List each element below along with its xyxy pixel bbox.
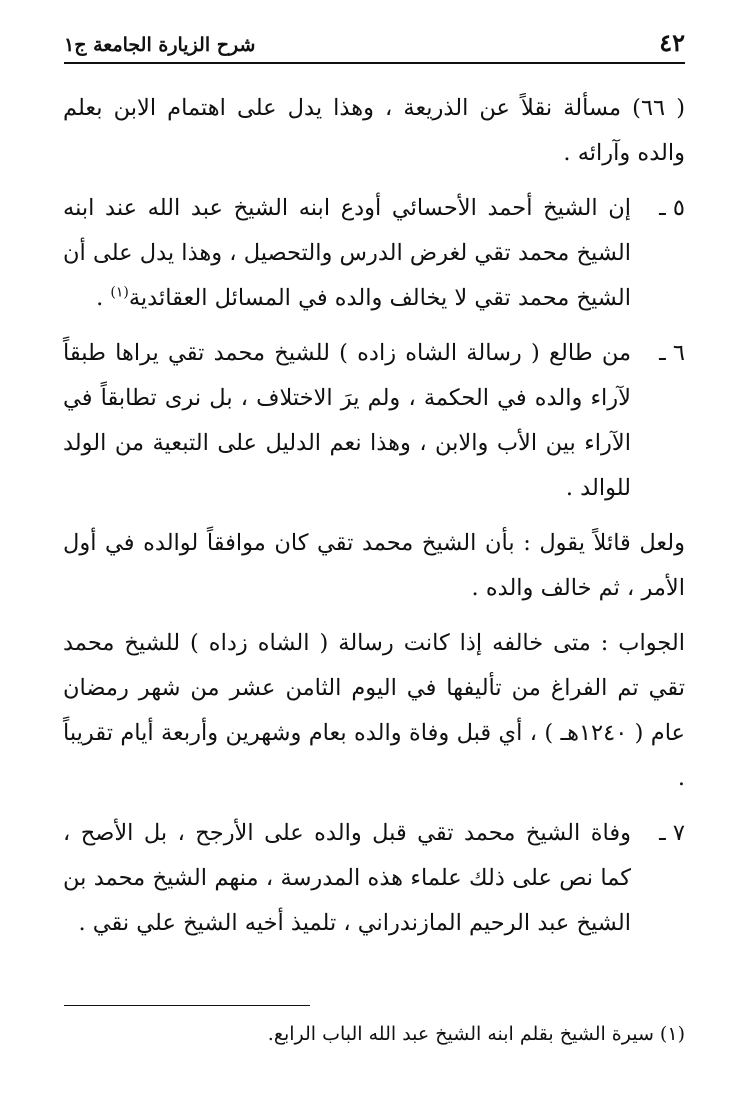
running-title: شرح الزيارة الجامعة ج١	[64, 34, 256, 56]
intro-paragraph: ( ٦٦) مسألة نقلاً عن الذريعة ، وهذا يدل على اهتمام الابن بعلم والده وآرائه .	[63, 95, 685, 166]
item-text-end: .	[96, 285, 111, 311]
footnote-reference[interactable]: (١)	[110, 284, 129, 301]
item-number: ٧ ـ	[659, 820, 685, 846]
item-text: وفاة الشيخ محمد تقي قبل والده على الأرجح ، بل الأصح ، كما نص على ذلك علماء هذه المدرسة ، منهم الشيخ محمد بن الشيخ عبد الرحيم المازندراني ، تلميذ أخيه الشيخ علي نقي .	[63, 820, 631, 936]
list-item-7	[63, 811, 685, 946]
item-text	[63, 186, 631, 321]
item-number: ٥ ـ	[659, 195, 685, 221]
page-number: ٤٢	[659, 28, 685, 57]
list-item-5	[63, 186, 685, 321]
item-text: من طالع ( رسالة الشاه زاده ) للشيخ محمد تقي يراها طبقاً لآراء والده في الحكمة ، ولم يرَ الاختلاف ، بل نرى تطابقاً في الآراء بين الأب والابن ، وهذا نعم الدليل على التبعية من الولد للوالد .	[63, 340, 631, 501]
list-item-6	[63, 331, 685, 511]
footnote-divider	[64, 1005, 310, 1006]
item-number: ٦ ـ	[659, 340, 685, 366]
page-body	[63, 86, 685, 956]
objection-paragraph: ولعل قائلاً يقول : بأن الشيخ محمد تقي كان موافقاً لوالده في أول الأمر ، ثم خالف والده .	[63, 530, 685, 601]
page-header	[64, 22, 685, 64]
item-text-body: إن الشيخ أحمد الأحسائي أودع ابنه الشيخ عبد الله عند ابنه الشيخ محمد تقي لغرض الدرس والتحصيل ، وهذا يدل على أن الشيخ محمد تقي لا يخالف والده في المسائل العقائدية	[63, 195, 631, 311]
footnote: (١) سيرة الشيخ بقلم ابنه الشيخ عبد الله الباب الرابع.	[267, 1023, 685, 1045]
answer-paragraph: الجواب : متى خالفه إذا كانت رسالة ( الشاه زداه ) للشيخ محمد تقي تم الفراغ من تأليفها في اليوم الثامن عشر من شهر رمضان عام ( ١٢٤٠هـ ) ، أي قبل وفاة والده بعام وشهرين وأربعة أيام تقريباً .	[63, 630, 685, 791]
